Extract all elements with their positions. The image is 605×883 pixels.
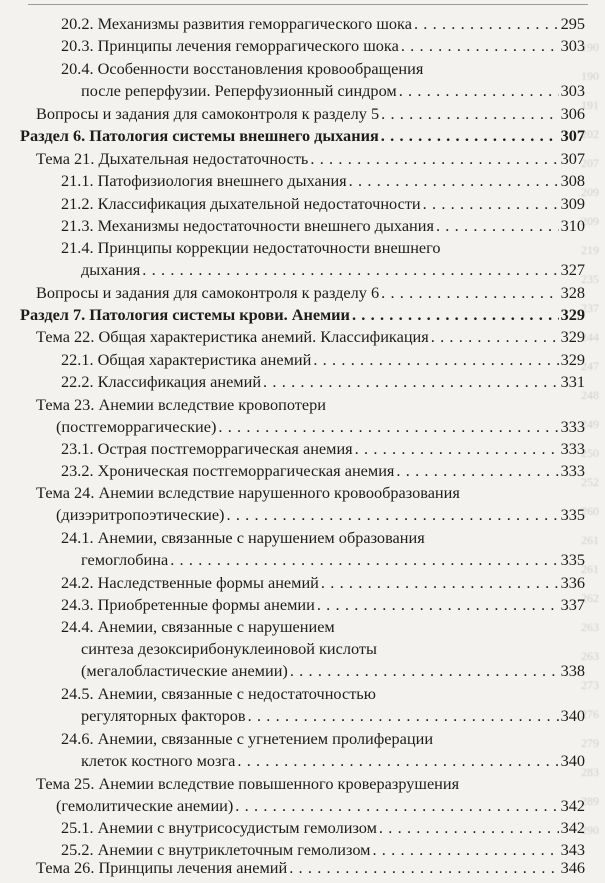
show-through-number: 263 (581, 649, 599, 663)
toc-section-heading: Раздел 6. Патология системы внешнего дыхания . . . 307 (20, 125, 585, 147)
show-through-number: 289 (581, 794, 599, 808)
show-through-number: 190 (581, 69, 599, 83)
show-through-number: 261 (581, 562, 599, 576)
toc-entry: 21.1. Патофизиология внешнего дыхания . . . 308 (61, 170, 585, 192)
toc-entry: Вопросы и задания для самоконтроля к разделу 5 . . . 306 (36, 103, 585, 125)
toc-entry: 22.2. Классификация анемий . . . 331 (61, 371, 585, 393)
toc-entry: 24.2. Наследственные формы анемий . . . 336 (61, 572, 585, 594)
show-through-number: 262 (581, 591, 599, 605)
show-through-number: 283 (581, 765, 599, 779)
toc-entry: Тема 23. Анемии вследствие кровопотери (постгеморрагические) . . . 333 (36, 394, 585, 438)
show-through-number: 250 (581, 446, 599, 460)
show-through-number: 290 (581, 823, 599, 837)
toc-entry: Тема 25. Анемии вследствие повышенного кроверазрушения (гемолитические анемии) . . . 342 (36, 773, 585, 817)
show-through-number: 261 (581, 533, 599, 547)
toc-entry: 21.3. Механизмы недостаточности внешнего дыхания . . . 310 (61, 215, 585, 237)
show-through-number: 235 (581, 272, 599, 286)
show-through-number: 249 (581, 417, 599, 431)
toc-entry: 21.2. Классификация дыхательной недостаточности . . . 309 (61, 193, 585, 215)
toc-entry: Тема 24. Анемии вследствие нарушенного кровообразования (дизэритропоэтические) . . . 335 (36, 482, 585, 526)
show-through-number: 247 (581, 359, 599, 373)
toc-entry: 24.1. Анемии, связанные с нарушением образования гемоглобина . . . 335 (61, 527, 585, 571)
toc-entry: 25.2. Анемии с внутриклеточным гемолизом . . . 343 (61, 839, 585, 861)
show-through-number: 219 (581, 243, 599, 257)
show-through-number: 207 (581, 156, 599, 170)
show-through-number: 190 (581, 40, 599, 54)
toc-entry: 20.2. Механизмы развития геморрагического шока . . . 295 (61, 13, 585, 35)
show-through-number: 273 (581, 678, 599, 692)
show-through-number: 252 (581, 475, 599, 489)
show-through-number: 202 (581, 127, 599, 141)
toc-entry: Тема 21. Дыхательная недостаточность . . . 307 (36, 148, 585, 170)
show-through-number: 237 (581, 301, 599, 315)
show-through-number: 276 (581, 707, 599, 721)
toc-entry: 25.1. Анемии с внутрисосудистым гемолизом . . . 342 (61, 817, 585, 839)
show-through-number: 191 (581, 98, 599, 112)
toc-section-heading: Раздел 7. Патология системы крови. Анемии . . . 329 (20, 304, 585, 326)
show-through-number: 263 (581, 620, 599, 634)
toc-entry: Вопросы и задания для самоконтроля к разделу 6 . . . 328 (36, 282, 585, 304)
toc-entry: 22.1. Общая характеристика анемий . . . 329 (61, 349, 585, 371)
toc-entry: 24.4. Анемии, связанные с нарушением синтеза дезоксирибонуклеиновой кислоты (мегалобластические анемии) . . . 338 (61, 616, 585, 682)
toc-entry: Тема 22. Общая характеристика анемий. Классификация . . . 329 (36, 326, 585, 348)
show-through-number: 244 (581, 330, 599, 344)
show-through-number: 248 (581, 388, 599, 402)
show-through-number: 209 (581, 185, 599, 199)
toc-entry: 24.5. Анемии, связанные с недостаточностью регуляторных факторов . . . 340 (61, 683, 585, 727)
show-through-number: 260 (581, 504, 599, 518)
show-through-number: 209 (581, 214, 599, 228)
show-through-number: 279 (581, 736, 599, 750)
toc-entry: 21.4. Принципы коррекции недостаточности внешнего дыхания . . . 327 (61, 237, 585, 281)
toc-entry: 24.3. Приобретенные формы анемии . . . 337 (61, 594, 585, 616)
toc-entry: 23.2. Хроническая постгеморрагическая анемия . . . 333 (61, 460, 585, 482)
toc-entry: 20.3. Принципы лечения геморрагического шока . . . 303 (61, 35, 585, 57)
toc-entry: 24.6. Анемии, связанные с угнетением пролиферации клеток костного мозга . . . 340 (61, 728, 585, 772)
toc-entry: Тема 26. Принципы лечения анемий . . . 346 (36, 861, 585, 875)
toc-entry: 20.4. Особенности восстановления кровообращения после реперфузии. Реперфузионный синдром . . . 303 (61, 58, 585, 102)
toc-entry: 23.1. Острая постгеморрагическая анемия . . . 333 (61, 438, 585, 460)
top-rule (28, 4, 588, 5)
